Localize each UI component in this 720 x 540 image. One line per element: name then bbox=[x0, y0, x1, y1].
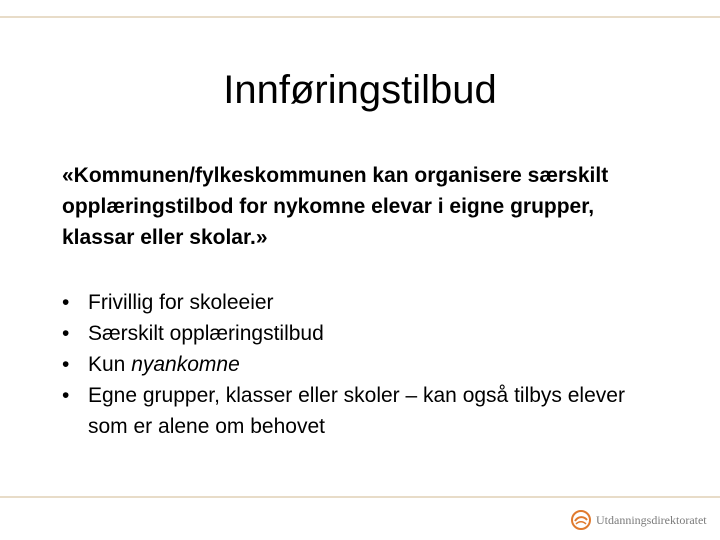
bullet-text: Kun bbox=[88, 353, 132, 376]
quote-text: «Kommunen/fylkeskommunen kan organisere særskilt opplæringstilbod for nykomne elevar i eigne grupper, klassar eller skolar.» bbox=[62, 164, 609, 249]
bullet-text: Særskilt opplæringstilbud bbox=[88, 322, 324, 345]
slide-title: Innføringstilbud bbox=[223, 68, 497, 112]
bottom-divider bbox=[0, 496, 720, 498]
bullet-text: Frivillig for skoleeier bbox=[88, 291, 274, 314]
bullet-item bbox=[62, 318, 662, 349]
bullet-dot: • bbox=[62, 291, 70, 314]
logo-text: Utdanningsdirektoratet bbox=[596, 512, 707, 527]
top-divider bbox=[0, 16, 720, 18]
bullet-item bbox=[62, 349, 662, 380]
bullet-text: Egne grupper, klasser eller skoler – kan også tilbys elever som er alene om behovet bbox=[88, 384, 625, 438]
bullet-item bbox=[62, 380, 662, 442]
udir-swirl-icon bbox=[570, 509, 592, 531]
bullet-dot: • bbox=[62, 353, 70, 376]
udir-logo bbox=[570, 505, 710, 535]
bullet-dot: • bbox=[62, 384, 70, 407]
bullet-dot: • bbox=[62, 322, 70, 345]
bullet-list bbox=[62, 287, 662, 442]
bullet-item bbox=[62, 287, 662, 318]
bullet-italic-text: nyankomne bbox=[131, 353, 240, 376]
